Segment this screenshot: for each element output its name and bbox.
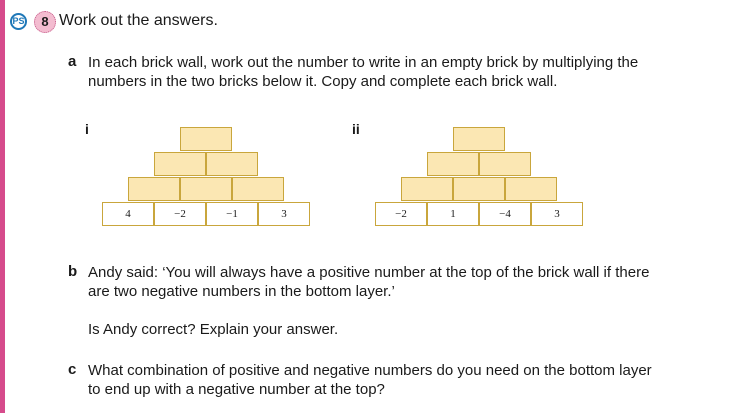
wall-1-empty-brick: [180, 127, 232, 151]
wall-2-empty-brick: [453, 177, 505, 201]
wall-2-bottom-brick: −2: [375, 202, 427, 226]
wall-1-bottom-brick: −1: [206, 202, 258, 226]
wall-ii-label: ii: [352, 121, 360, 137]
wall-1-empty-brick: [232, 177, 284, 201]
wall-2-empty-brick: [505, 177, 557, 201]
question-number-badge: 8: [34, 11, 56, 33]
wall-2-empty-brick: [453, 127, 505, 151]
part-c-line-2: to end up with a negative number at the top?: [88, 381, 385, 398]
margin-accent-bar: [0, 0, 5, 413]
part-a-label: a: [68, 53, 77, 70]
part-b-line-1: Andy said: ‘You will always have a positive number at the top of the brick wall if there: [88, 264, 650, 281]
wall-1-empty-brick: [180, 177, 232, 201]
wall-2-empty-brick: [401, 177, 453, 201]
wall-2-bottom-brick: −4: [479, 202, 531, 226]
wall-1-bottom-brick: 4: [102, 202, 154, 226]
part-c-label: c: [68, 361, 77, 378]
part-a-line-1: In each brick wall, work out the number to write in an empty brick by multiplying the: [88, 54, 639, 71]
wall-2-bottom-brick: 3: [531, 202, 583, 226]
question-title: Work out the answers.: [59, 12, 218, 29]
wall-2-empty-brick: [479, 152, 531, 176]
problem-solving-badge: PS: [10, 13, 27, 30]
part-c-line-1: What combination of positive and negative numbers do you need on the bottom layer: [88, 362, 652, 379]
wall-i-label: i: [85, 121, 89, 137]
wall-2-empty-brick: [427, 152, 479, 176]
wall-1-empty-brick: [154, 152, 206, 176]
part-a-line-2: numbers in the two bricks below it. Copy and complete each brick wall.: [88, 73, 558, 90]
wall-1-empty-brick: [206, 152, 258, 176]
wall-2-bottom-brick: 1: [427, 202, 479, 226]
wall-1-bottom-brick: −2: [154, 202, 206, 226]
wall-1-bottom-brick: 3: [258, 202, 310, 226]
part-b-label: b: [68, 263, 78, 280]
part-b-line-3: Is Andy correct? Explain your answer.: [88, 321, 339, 338]
wall-1-empty-brick: [128, 177, 180, 201]
part-b-line-2: are two negative numbers in the bottom layer.’: [88, 283, 395, 300]
